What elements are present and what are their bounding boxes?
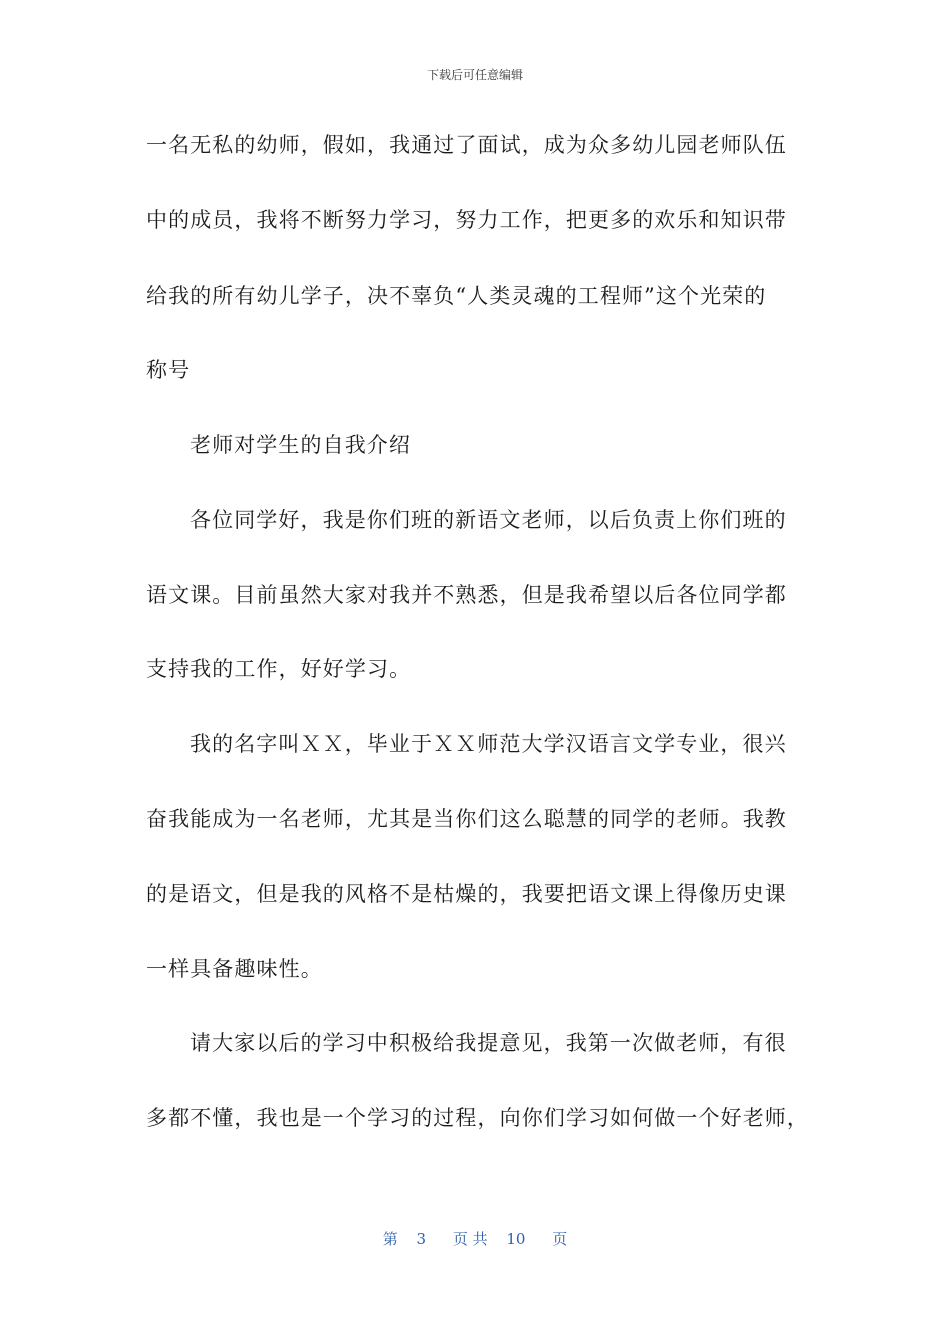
text-line: 中的成员，我将不断努力学习，努力工作，把更多的欢乐和知识带 bbox=[146, 208, 787, 232]
text-line: 一样具备趣味性。 bbox=[146, 957, 323, 981]
text-line: 一名无私的幼师，假如，我通过了面试，成为众多幼儿园老师队伍 bbox=[146, 133, 787, 157]
text-line: 给我的所有幼儿学子，决不辜负“人类灵魂的工程师”这个光荣的 bbox=[146, 284, 767, 308]
total-page-count: 10 bbox=[506, 1230, 526, 1248]
footer-middle: 页 共 bbox=[452, 1230, 488, 1248]
page-footer bbox=[0, 1228, 950, 1249]
text-line: 称号 bbox=[146, 358, 191, 382]
footer-suffix: 页 bbox=[552, 1230, 568, 1248]
page-header: 下载后可任意编辑 bbox=[426, 68, 523, 82]
text-line: 支持我的工作，好好学习。 bbox=[146, 657, 412, 681]
current-page-number: 3 bbox=[416, 1230, 427, 1248]
text-line: 的是语文，但是我的风格不是枯燥的，我要把语文课上得像历史课 bbox=[146, 882, 787, 906]
text-line: 奋我能成为一名老师，尤其是当你们这么聪慧的同学的老师。我教 bbox=[146, 807, 787, 831]
text-line: 各位同学好，我是你们班的新语文老师，以后负责上你们班的 bbox=[190, 508, 787, 532]
footer-prefix: 第 bbox=[382, 1230, 398, 1248]
section-heading: 老师对学生的自我介绍 bbox=[190, 433, 411, 457]
text-line: 请大家以后的学习中积极给我提意见，我第一次做老师，有很 bbox=[190, 1031, 787, 1055]
text-line: 语文课。目前虽然大家对我并不熟悉，但是我希望以后各位同学都 bbox=[146, 583, 787, 607]
text-line: 我的名字叫ＸＸ，毕业于ＸＸ师范大学汉语言文学专业，很兴 bbox=[190, 732, 787, 756]
text-line: 多都不懂，我也是一个学习的过程，向你们学习如何做一个好老师， bbox=[146, 1106, 809, 1130]
